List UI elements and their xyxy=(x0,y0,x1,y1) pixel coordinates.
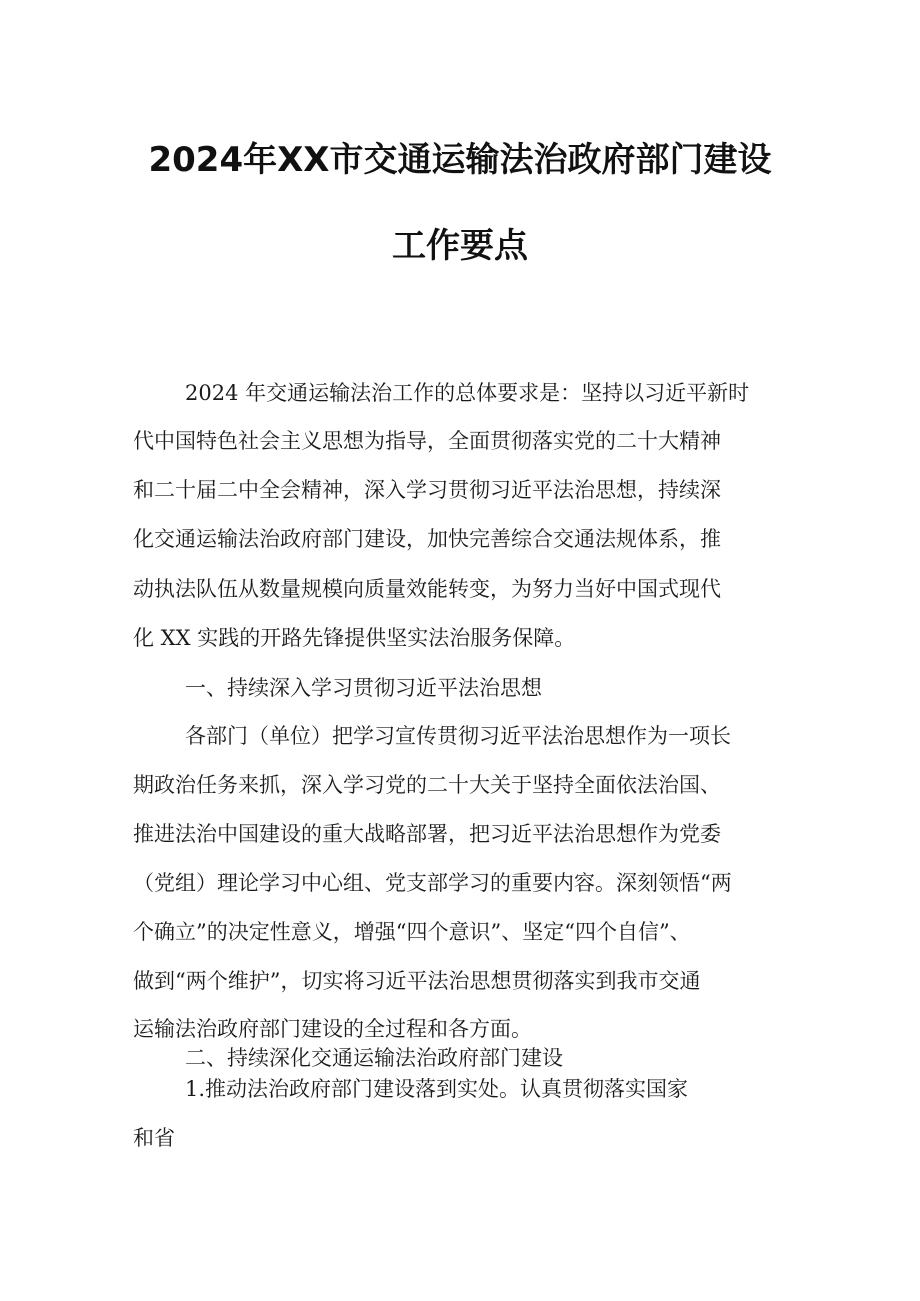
body-line: 动执法队伍从数量规模向质量效能转变，为努力当好中国式现代 xyxy=(133,577,721,601)
document-title-line-1: 2024年XX市交通运输法治政府部门建设 xyxy=(148,140,772,180)
section-heading: 一、持续深入学习贯彻习近平法治思想 xyxy=(185,676,542,700)
body-line: 推进法治中国建设的重大战略部署，把习近平法治思想作为党委 xyxy=(133,822,721,846)
body-line: 化交通运输法治政府部门建设，加快完善综合交通法规体系，推 xyxy=(133,527,721,551)
body-line: 各部门（单位）把学习宣传贯彻习近平法治思想作为一项长 xyxy=(185,724,731,748)
section-heading: 二、持续深化交通运输法治政府部门建设 xyxy=(185,1046,563,1070)
body-line: 2024 年交通运输法治工作的总体要求是：坚持以习近平新时 xyxy=(185,381,750,405)
body-line: 代中国特色社会主义思想为指导，全面贯彻落实党的二十大精神 xyxy=(133,429,721,453)
body-line: （党组）理论学习中心组、党支部学习的重要内容。深刻领悟“两 xyxy=(133,871,732,895)
document-title-line-2: 工作要点 xyxy=(392,226,528,266)
body-line: 期政治任务来抓，深入学习党的二十大关于坚持全面依法治国、 xyxy=(133,773,721,797)
body-line: 运输法治政府部门建设的全过程和各方面。 xyxy=(133,1017,532,1041)
body-line: 和二十届二中全会精神，深入学习贯彻习近平法治思想，持续深 xyxy=(133,478,721,502)
body-line: 做到“两个维护”，切实将习近平法治思想贯彻落实到我市交通 xyxy=(133,969,701,993)
body-line: 化 XX 实践的开路先锋提供坚实法治服务保障。 xyxy=(133,626,576,650)
body-line: 1.推动法治政府部门建设落到实处。认真贯彻落实国家 xyxy=(185,1077,689,1101)
body-line: 和省 xyxy=(133,1126,175,1150)
body-line: 个确立”的决定性意义，增强“四个意识”、坚定“四个自信”、 xyxy=(133,920,691,944)
